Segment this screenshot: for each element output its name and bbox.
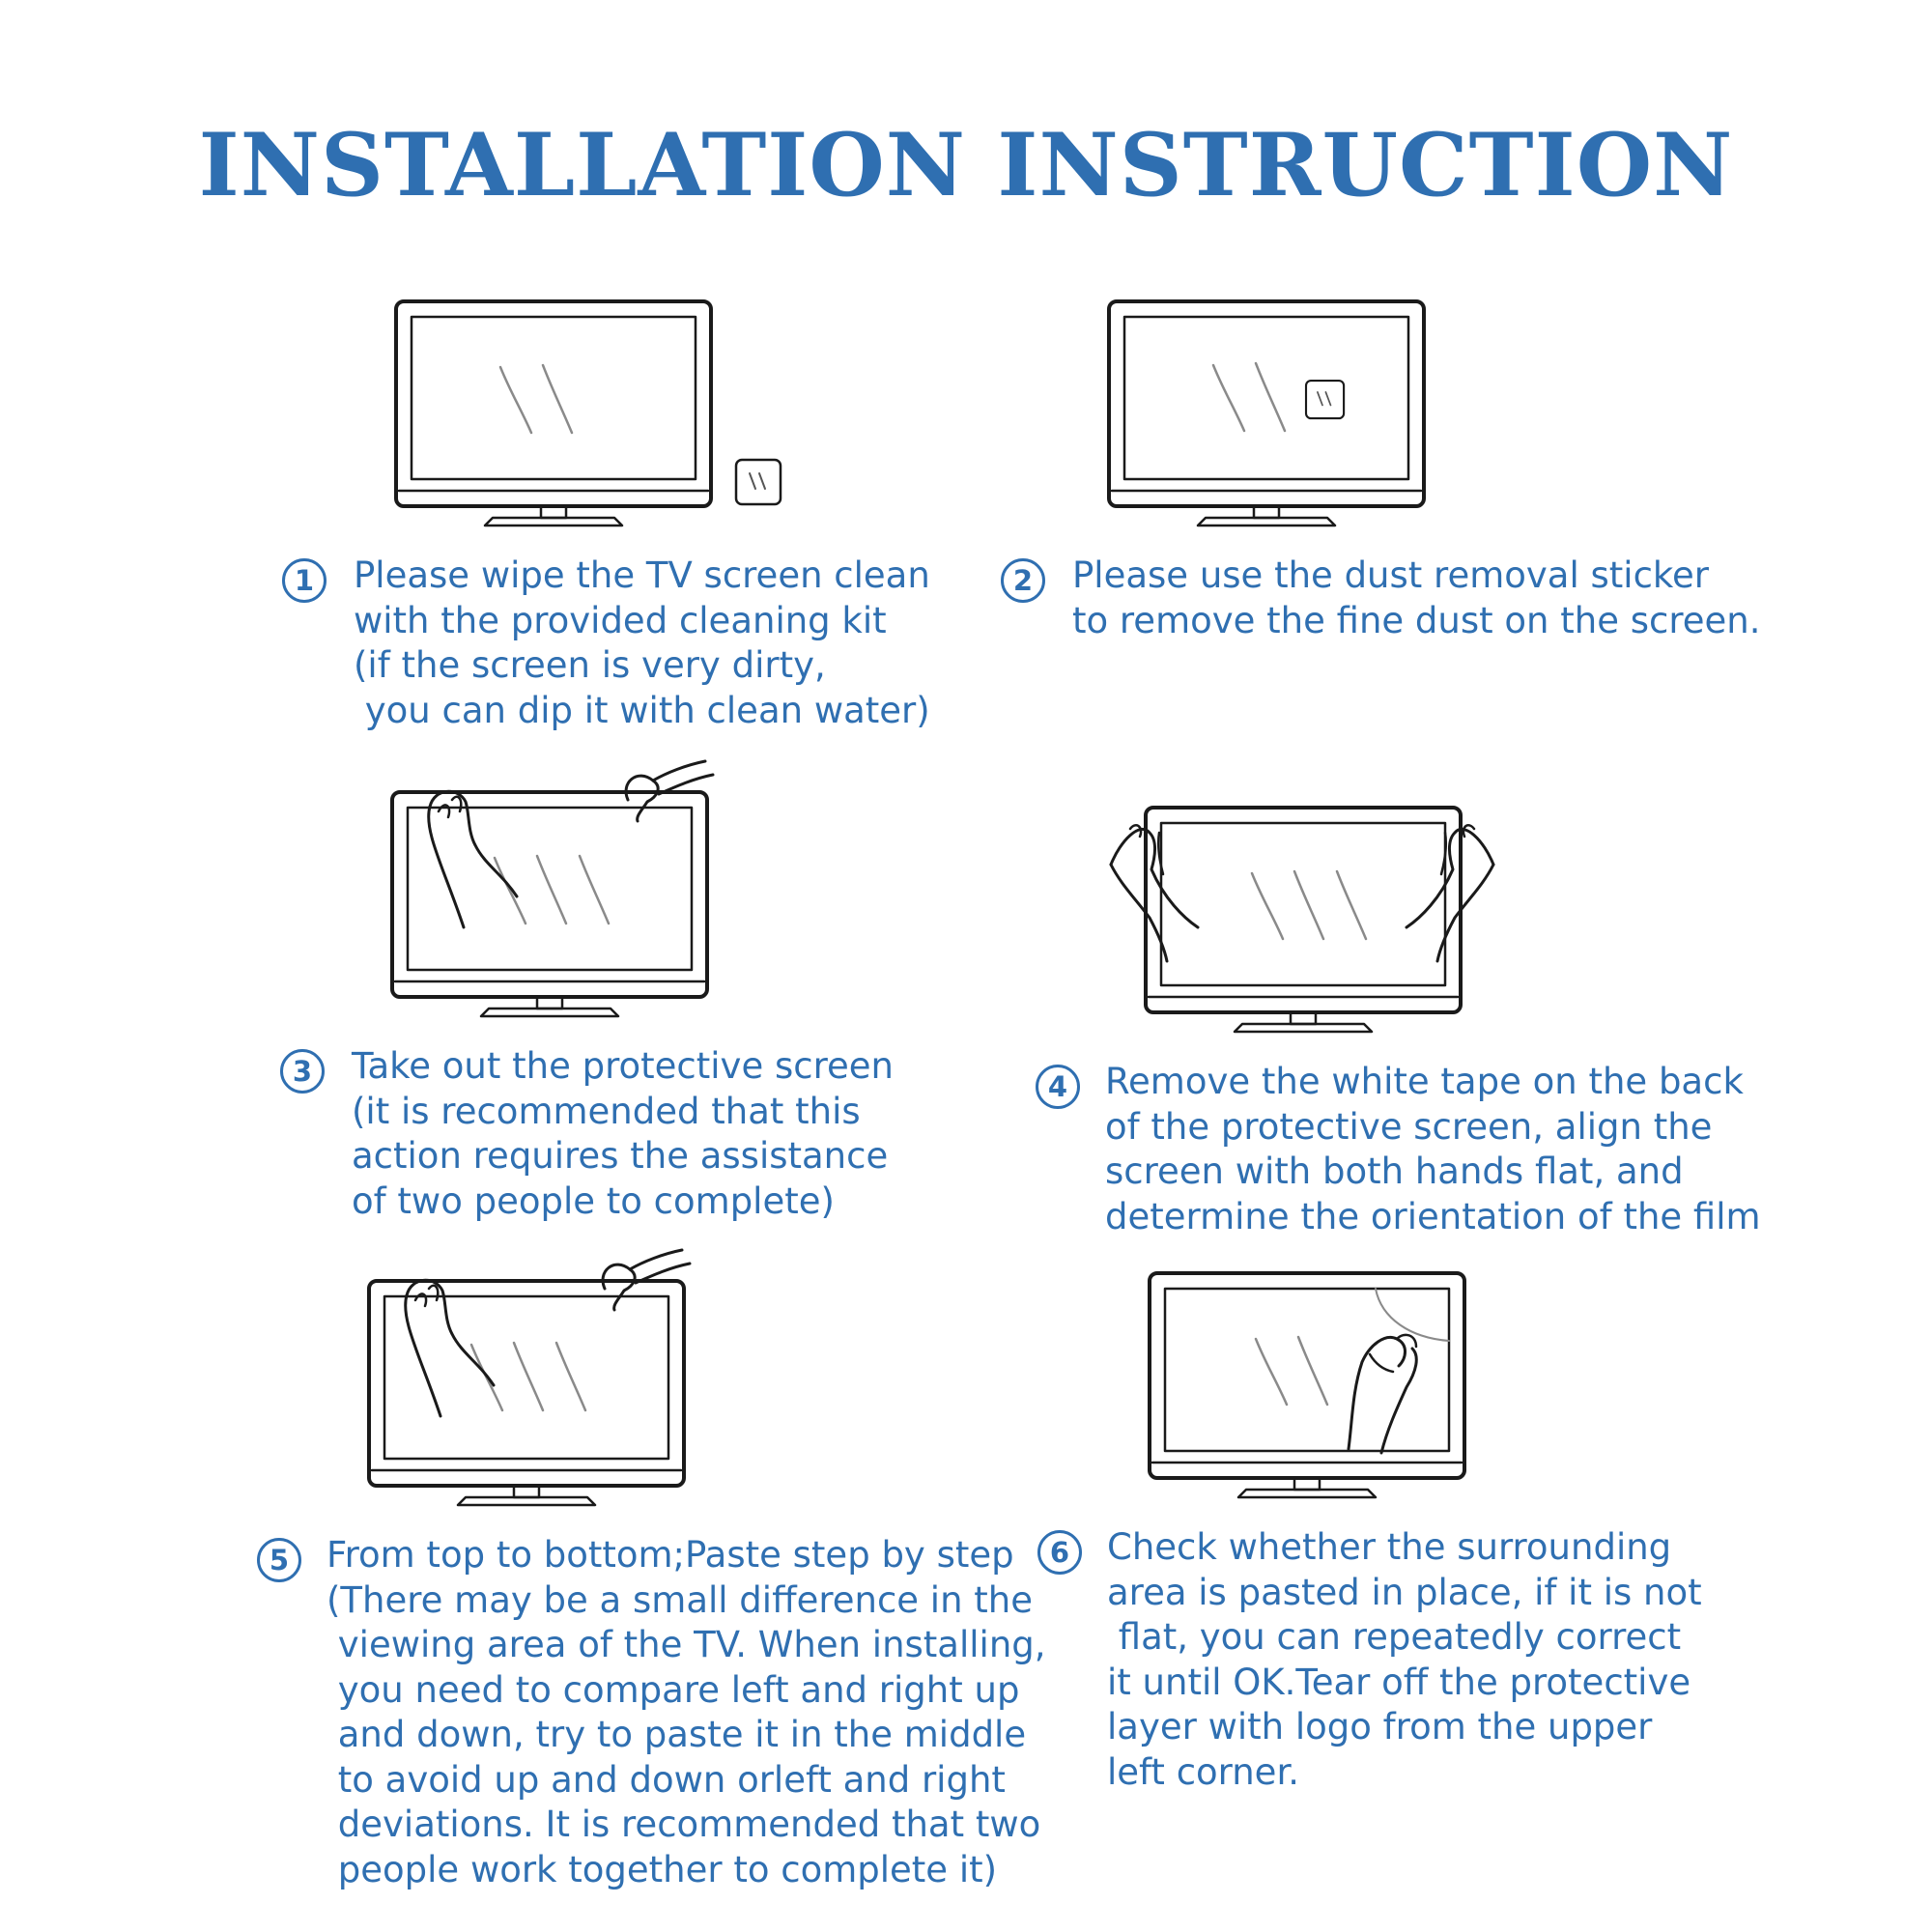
step-text-line: From top to bottom;Paste step by step <box>327 1534 1014 1576</box>
step-number: 5 <box>257 1538 301 1582</box>
step-text-line: (There may be a small difference in the <box>327 1578 1034 1621</box>
step-text-line: you can dip it with clean water) <box>354 689 930 731</box>
tv-outline-icon <box>1146 808 1461 1032</box>
step-text-line: Check whether the surrounding <box>1107 1526 1672 1568</box>
hand-icon <box>1406 825 1493 961</box>
tv-outline-icon <box>392 792 707 1016</box>
glare-lines <box>1252 871 1366 939</box>
hand-icon <box>1111 825 1198 961</box>
step-text-line: of two people to complete) <box>352 1179 835 1222</box>
step-text-line: layer with logo from the upper <box>1107 1706 1653 1747</box>
hand-icon <box>429 761 713 927</box>
step-text-line: with the provided cleaning kit <box>354 599 887 641</box>
step-text-line: flat, you can repeatedly correct <box>1107 1616 1682 1658</box>
glare-lines <box>1256 1337 1327 1405</box>
step-text-line: area is pasted in place, if it is not <box>1107 1571 1702 1613</box>
step-text-line: left corner. <box>1107 1750 1300 1793</box>
step-text-line: it until OK.Tear off the protective <box>1107 1661 1691 1703</box>
step-text-line: Remove the white tape on the back <box>1105 1061 1744 1102</box>
step-text-line: action requires the assistance <box>352 1135 889 1177</box>
step-text-line: you need to compare left and right up <box>327 1668 1020 1711</box>
step-text-line: Please use the dust removal sticker <box>1072 554 1709 596</box>
step-text-line: of the protective screen, align the <box>1105 1105 1713 1148</box>
glare-lines <box>500 365 572 433</box>
step-text-line: determine the orientation of the film <box>1105 1195 1761 1237</box>
step-number: 1 <box>282 558 327 603</box>
glare-lines <box>1213 363 1285 431</box>
step-text-line: viewing area of the TV. When installing, <box>327 1624 1046 1665</box>
step-text-line: screen with both hands flat, and <box>1105 1151 1684 1192</box>
step-text-line: deviations. It is recommended that two <box>327 1804 1041 1845</box>
step-text-line: to remove the fine dust on the screen. <box>1072 599 1761 641</box>
cleaning-cloth-icon <box>736 460 781 504</box>
step-number: 4 <box>1036 1065 1080 1109</box>
step-text-line: to avoid up and down orleft and right <box>327 1758 1006 1801</box>
step-text-line: (if the screen is very dirty, <box>354 644 826 686</box>
step-text-line: and down, try to paste it in the middle <box>327 1714 1027 1755</box>
step-number: 6 <box>1037 1530 1082 1575</box>
tv-outline-icon <box>1109 301 1424 526</box>
tv-outline-icon <box>396 301 711 526</box>
dust-sticker-icon <box>1306 381 1344 418</box>
step-text-line: people work together to complete it) <box>327 1848 998 1890</box>
page-title: INSTALLATION INSTRUCTION <box>198 114 1734 216</box>
tv-outline-icon <box>1150 1273 1464 1497</box>
hand-icon <box>406 1250 690 1416</box>
peeled-film-edge <box>1376 1289 1449 1341</box>
step-text-line: Take out the protective screen <box>352 1045 894 1087</box>
step-number: 3 <box>280 1049 325 1094</box>
step-text-line: Please wipe the TV screen clean <box>354 554 930 596</box>
step-text-line: (it is recommended that this <box>352 1090 861 1132</box>
step-number: 2 <box>1001 558 1045 603</box>
tv-outline-icon <box>369 1281 684 1505</box>
hand-icon <box>1349 1335 1416 1453</box>
